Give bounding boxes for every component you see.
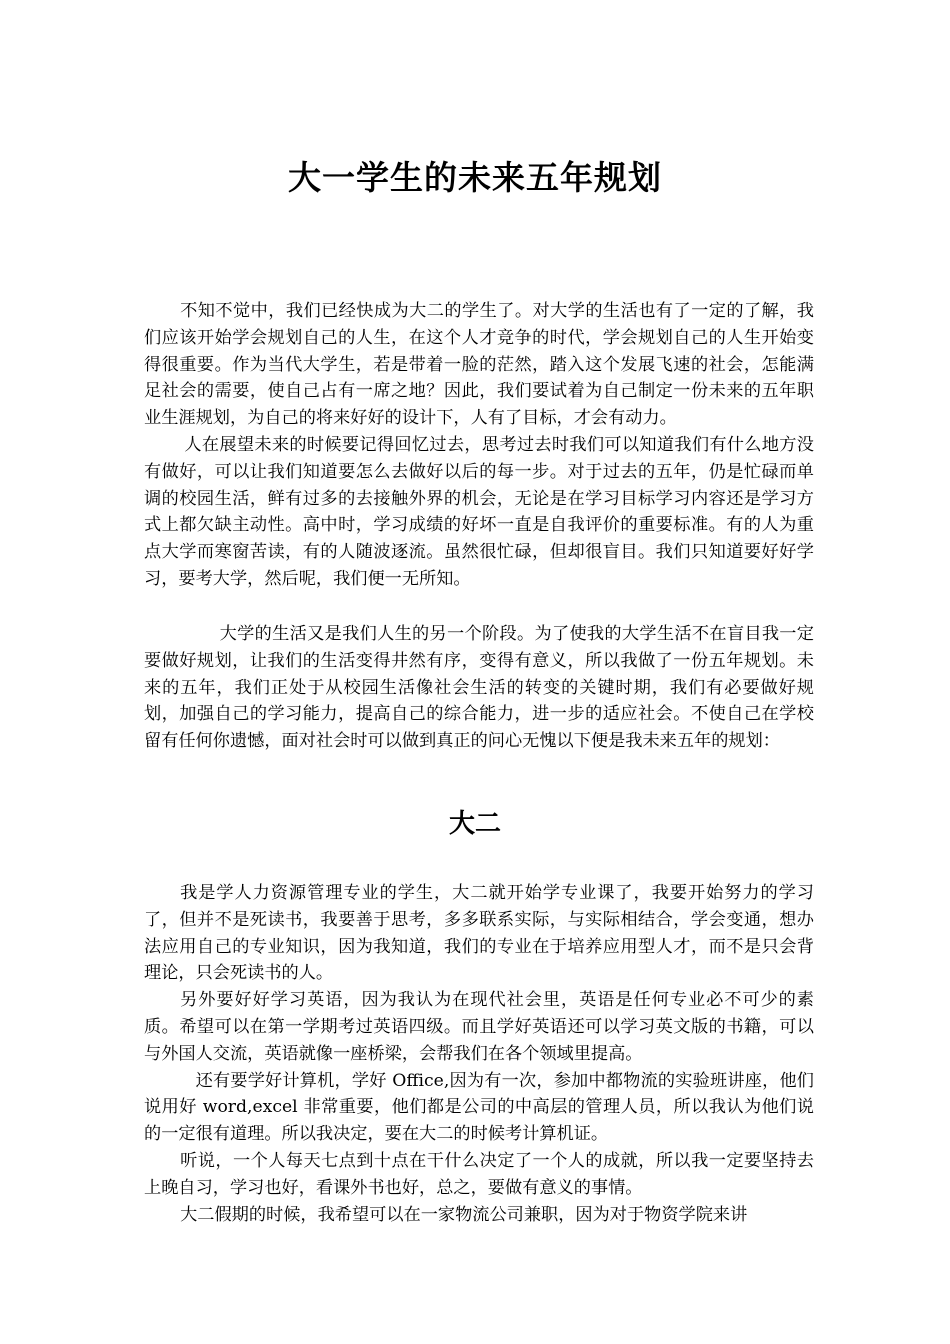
year-two-paragraph-4: 听说，一个人每天七点到十点在干什么决定了一个人的成就，所以我一定要坚持去上晚自习，学习也好，看课外书也好，总之，要做有意义的事情。 (144, 1150, 814, 1198)
year-two-paragraph-1: 我是学人力资源管理专业的学生，大二就开始学专业课了，我要开始努力的学习了，但并不是死读书，我要善于思考，多多联系实际，与实际相结合，学会变通，想办法应用自己的专业知识，因为我知道，我们的专业在于培养应用型人才，而不是只会背理论，只会死读书的人。 (144, 883, 814, 984)
document-title: 大一学生的未来五年规划 (288, 158, 662, 197)
plan-intro-paragraph: 大学的生活又是我们人生的另一个阶段。为了使我的大学生活不在盲目我一定要做好规划，让我们的生活变得井然有序，变得有意义，所以我做了一份五年规划。未来的五年，我们正处于从校园生活像社会生活的转变的关键时期，我们有必要做好规划，加强自己的学习能力，提高自己的综合能力，进一步的适应社会。不使自己在学校留有任何你遗憾，面对社会时可以做到真正的问心无愧以下便是我未来五年的规划： (144, 624, 814, 752)
year-two-paragraph-3: 还有要学好计算机，学好 Office,因为有一次，参加中都物流的实验班讲座，他们说用好 word,excel 非常重要，他们都是公司的中高层的管理人员，所以我认为他们说的一定很有道理。所以我决定，要在大二的时候考计算机证。 (144, 1070, 814, 1145)
intro-paragraph-1: 不知不觉中，我们已经快成为大二的学生了。对大学的生活也有了一定的了解，我们应该开始学会规划自己的人生，在这个人才竞争的时代，学会规划自己的人生开始变得很重要。作为当代大学生，若是带着一脸的茫然，踏入这个发展飞速的社会，怎能满足社会的需要，使自己占有一席之地？因此，我们要试着为自己制定一份未来的五年职业生涯规划，为自己的将来好好的设计下，人有了目标，才会有动力。 (144, 301, 814, 429)
year-two-paragraph-2: 另外要好好学习英语，因为我认为在现代社会里，英语是任何专业必不可少的素质。希望可以在第一学期考过英语四级。而且学好英语还可以学习英文版的书籍，可以与外国人交流，英语就像一座桥梁，会帮我们在各个领域里提高。 (144, 990, 814, 1064)
year-two-section (144, 880, 814, 1228)
intro-paragraph-2: 人在展望未来的时候要记得回忆过去，思考过去时我们可以知道我们有什么地方没有做好，可以让我们知道要怎么去做好以后的每一步。对于过去的五年，仍是忙碌而单调的校园生活，鲜有过多的去接触外界的机会，无论是在学习目标学习内容还是学习方式上都欠缺主动性。高中时，学习成绩的好坏一直是自我评价的重要标准。有的人为重点大学而寒窗苦读，有的人随波逐流。虽然很忙碌，但却很盲目。我们只知道要好好学习，要考大学，然后呢，我们便一无所知。 (144, 434, 814, 589)
section-heading-year-two: 大二 (448, 809, 501, 839)
year-two-paragraph-5: 大二假期的时候，我希望可以在一家物流公司兼职，因为对于物资学院来讲 (180, 1204, 748, 1225)
plan-intro-section (144, 621, 814, 755)
intro-section (144, 298, 814, 593)
